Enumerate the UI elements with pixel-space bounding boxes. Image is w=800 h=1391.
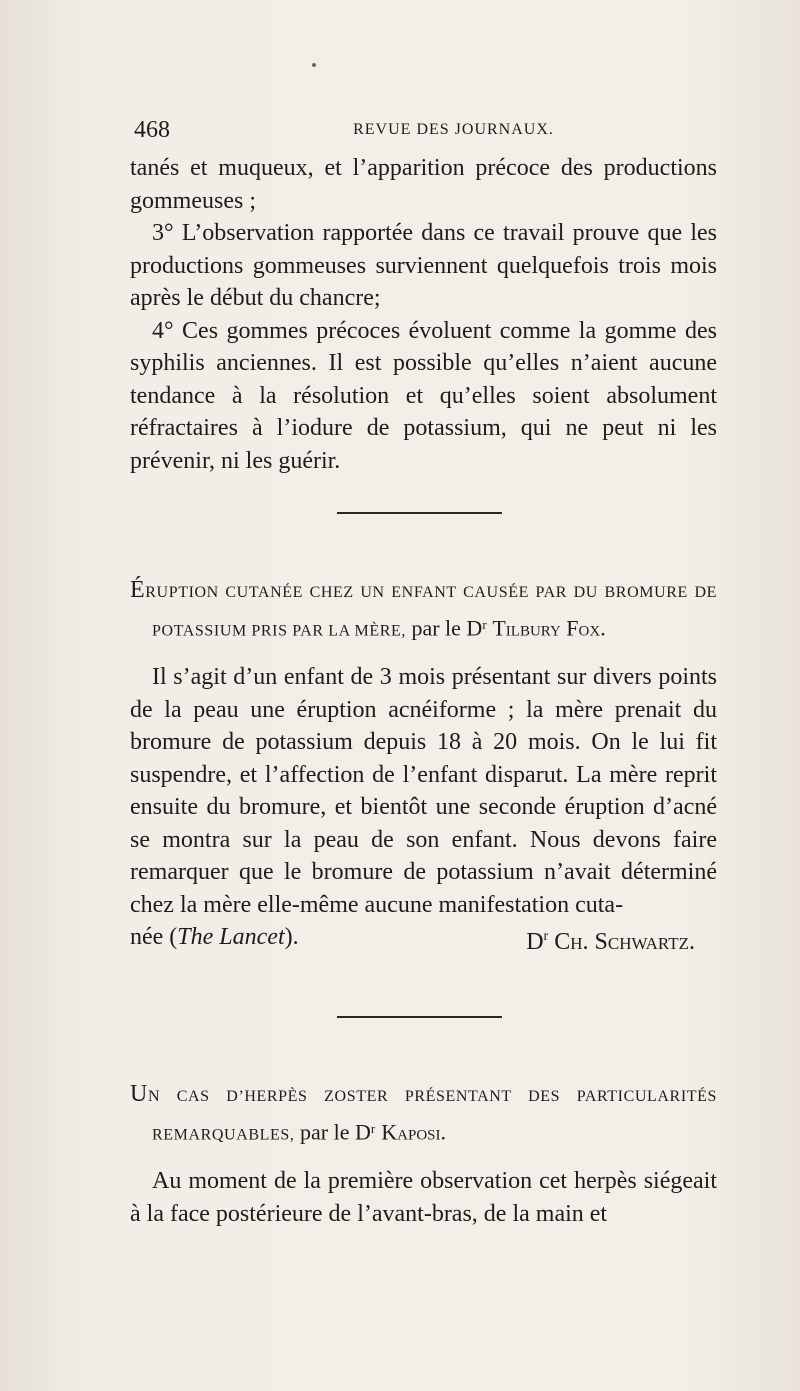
section-divider <box>337 512 502 514</box>
article-closing-line: née (The Lancet). $D^r$ Ch. Schwartz. <box>130 921 717 959</box>
paragraph-point-3: 3° L’observation rapportée dans ce travail prouve que les productions gommeuses surviennent quelquefois trois mois après le début du chancre; <box>130 220 717 311</box>
running-head <box>130 117 717 147</box>
article-heading: ÉRUPTION CUTANÉE CHEZ UN ENFANT CAUSÉE PAR DU BROMURE DE POTASSIUM PRIS PAR LA MÈRE, par le $D^r$ Tilbury Fox. <box>130 577 717 641</box>
article-heading-2: UN CAS D’HERPÈS ZOSTER PRÉSENTANT DES PARTICULARITÉS REMARQUABLES, par le $D^r$ Kaposi. <box>130 1081 717 1145</box>
section-divider-2 <box>337 1016 502 1018</box>
article-herpes <box>130 1078 717 1230</box>
article-author: Tilbury Fox. <box>487 615 606 641</box>
paragraph-continuation: tanés et muqueux, et l’apparition précoce des productions gommeuses ; <box>130 155 717 214</box>
source-journal: The Lancet <box>177 924 285 951</box>
running-title: REVUE DES JOURNAUX. <box>353 121 554 138</box>
article-author-2: Kaposi. <box>375 1119 447 1145</box>
signature: $D^r$ Ch. Schwartz. <box>526 929 695 956</box>
article-body-2: Au moment de la première observation cet herpès siégeait à la face postérieure de l’avant-bras, de la main et <box>130 1168 717 1227</box>
article-body: Il s’agit d’un enfant de 3 mois présentant sur divers points de la peau une éruption acnéiforme ; la mère prenait du bromure de potassium depuis 18 à 20 mois. On le lui fit suspendre, et l’affection de l’enfant disparut. La mère reprit ensuite du bromure, et bientôt une seconde éruption d’acné se montra sur la peau de son enfant. Nous devons faire remarquer que le bromure de potassium n’avait déterminé chez la mère elle-même aucune manifestation cuta- <box>130 664 717 918</box>
paragraph-point-4: 4° Ces gommes précoces évoluent comme la gomme des syphilis anciennes. Il est possible qu’elles n’aient aucune tendance à la résolution et qu’elles soient absolument réfractaires à l’iodure de potassium, qui ne peut ni les prévenir, ni les guérir. <box>130 317 717 474</box>
article-eruption <box>130 574 717 959</box>
section-conclusions <box>130 152 717 477</box>
page-number: 468 <box>134 117 170 143</box>
print-speck <box>312 63 316 67</box>
